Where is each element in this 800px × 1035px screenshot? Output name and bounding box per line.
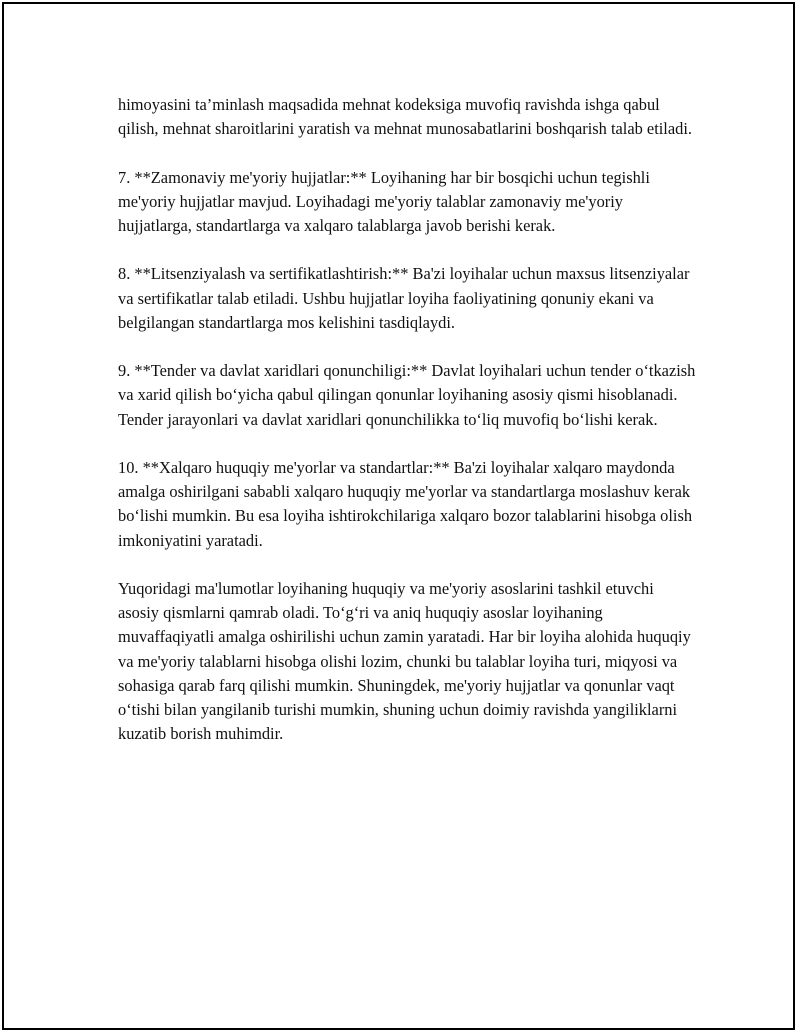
- paragraph-item-8: 8. **Litsenziyalash va sertifikatlashtirish:** Ba'zi loyihalar uchun maxsus litsenziyalar va sertifikatlar talab etiladi. Ushbu hujjatlar loyiha faoliyatining qonuniy ekani va belgilangan standartlarga mos kelishini tasdiqlaydi.: [118, 264, 690, 332]
- document-body: [118, 93, 698, 771]
- paragraph-conclusion: Yuqoridagi ma'lumotlar loyihaning huquqiy va me'yoriy asoslarini tashkil etuvchi asosiy qismlarni qamrab oladi. Toʻgʻri va aniq huquqiy asoslar loyihaning muvaffaqiyatli amalga oshirilishi uchun zamin yaratadi. Har bir loyiha alohida huquqiy va me'yoriy talablarni hisobga olishi lozim, chunki bu talablar loyiha turi, miqyosi va sohasiga qarab farq qilishi mumkin. Shuningdek, me'yoriy hujjatlar va qonunlar vaqt oʻtishi bilan yangilanib turishi mumkin, shuning uchun doimiy ravishda yangiliklarni kuzatib borish muhimdir.: [118, 578, 691, 744]
- paragraph-intro-continuation: himoyasini ta’minlash maqsadida mehnat kodeksiga muvofiq ravishda ishga qabul qilish, mehnat sharoitlarini yaratish va mehnat munosabatlarini boshqarish talab etiladi.: [118, 95, 692, 139]
- paragraph-item-9: 9. **Tender va davlat xaridlari qonunchiligi:** Davlat loyihalari uchun tender oʻtkazish va xarid qilish boʻyicha qabul qilingan qonunlar loyihaning asosiy qismi hisoblanadi. Tender jarayonlari va davlat xaridlari qonunchilikka toʻliq muvofiq boʻlishi kerak.: [118, 361, 696, 429]
- paragraph-item-10: 10. **Xalqaro huquqiy me'yorlar va standartlar:** Ba'zi loyihalar xalqaro maydonda amalga oshirilgani sababli xalqaro huquqiy me'yorlar va standartlarga moslashuv kerak boʻlishi mumkin. Bu esa loyiha ishtirokchilariga xalqaro bozor talablarini hisobga olish imkoniyatini yaratadi.: [118, 457, 693, 550]
- paragraph-item-7: 7. **Zamonaviy me'yoriy hujjatlar:** Loyihaning har bir bosqichi uchun tegishli me'yoriy hujjatlar mavjud. Loyihadagi me'yoriy talablar zamonaviy me'yoriy hujjatlarga, standartlarga va xalqaro talablarga javob berishi kerak.: [118, 167, 650, 235]
